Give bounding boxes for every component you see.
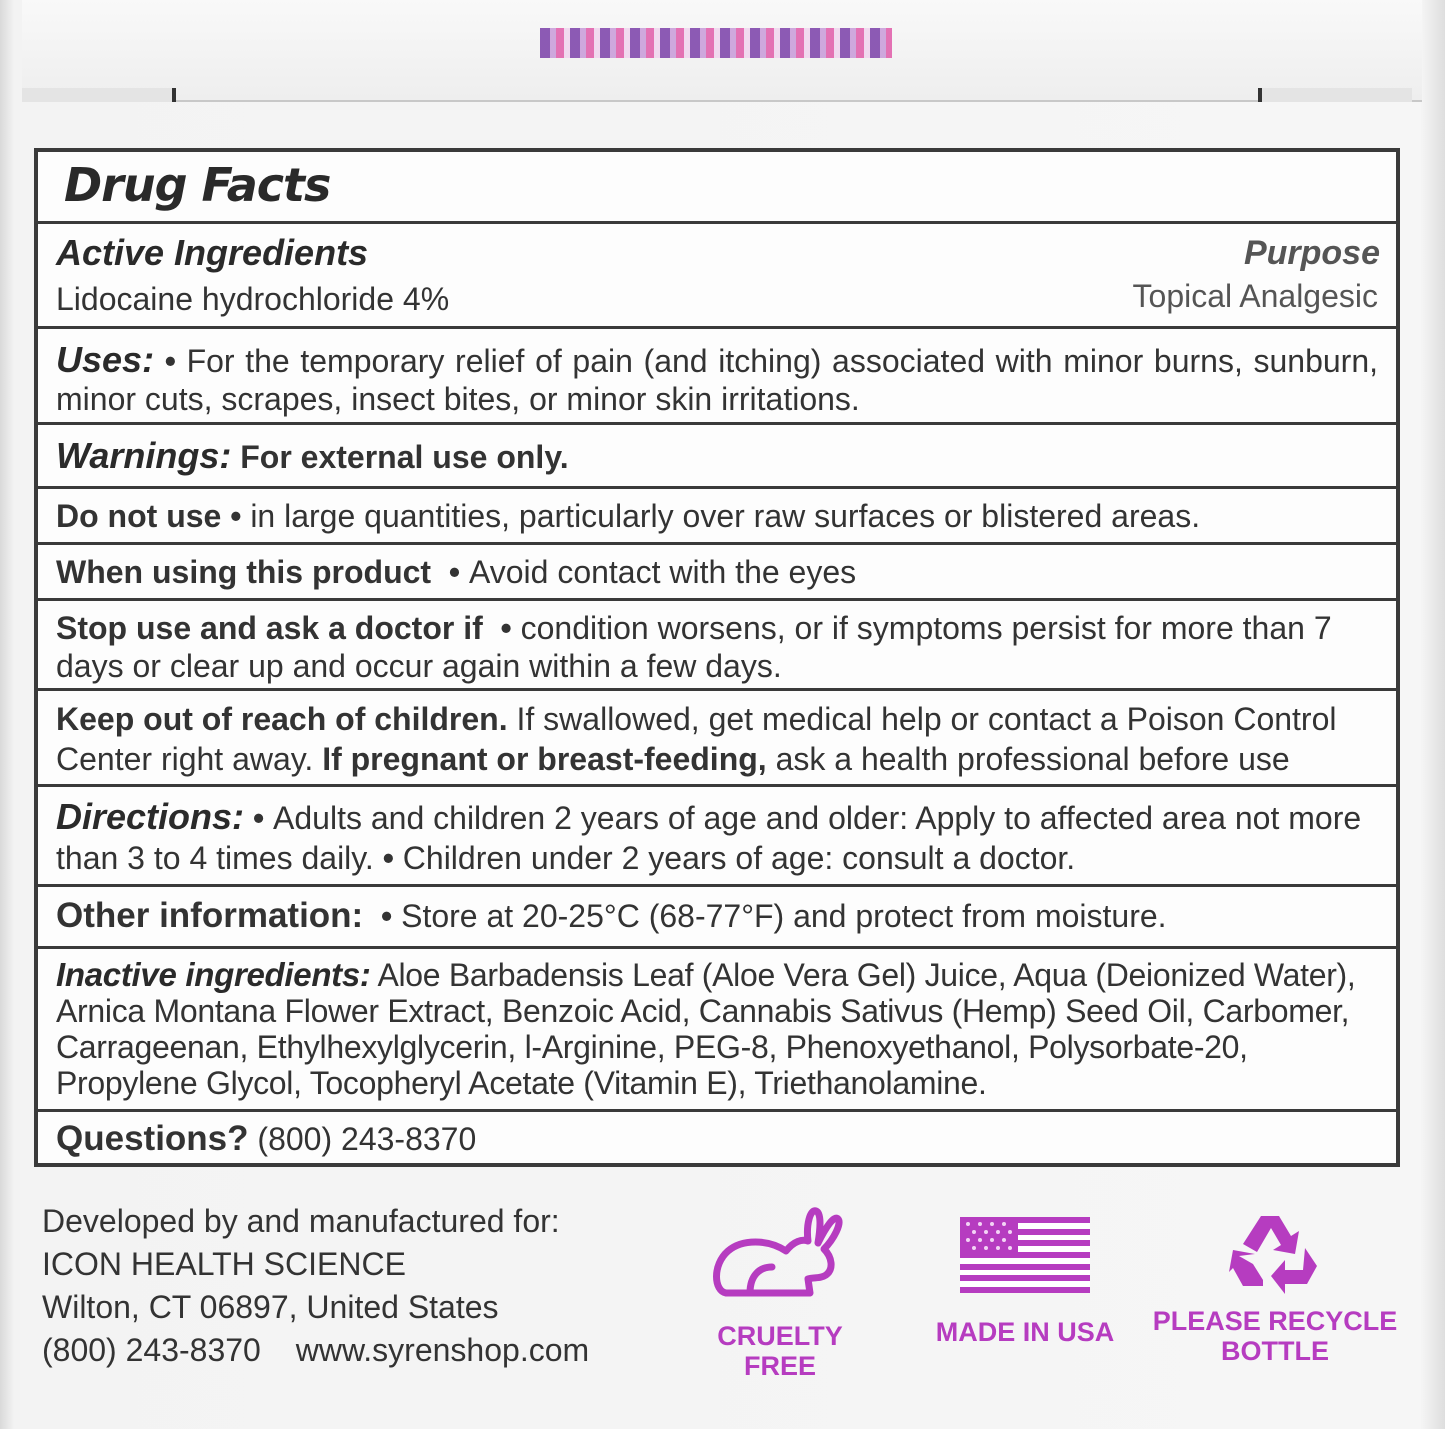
keep-out-heading: Keep out of reach of children. [56,701,508,737]
when-using-heading: When using this product [56,554,432,590]
pregnant-warning: If pregnant or breast-feeding, [322,741,767,777]
cruelty-free-badge [680,1205,880,1381]
manufacturer-phone: (800) 243-8370 [42,1332,261,1368]
purpose-value: Topical Analgesic [1132,278,1378,314]
when-using-section: When using this product • Avoid contact with the eyes [38,545,1396,601]
recycle-icon [1227,1210,1323,1296]
do-not-use-section: Do not use • in large quantities, particularly over raw surfaces or blistered areas. [38,489,1396,545]
stop-use-text: condition worsens, or if symptoms persist for more than 7 days or clear up and occur again within a few days. [56,610,1332,684]
warnings-heading: Warnings: [56,435,232,476]
recycle-label-line-2: BOTTLE [1221,1336,1329,1366]
drug-facts-panel [34,148,1400,1167]
manufacturer-address: Wilton, CT 06897, United States [42,1289,499,1325]
us-flag-icon [960,1217,1090,1293]
questions-section [38,1112,1396,1164]
rabbit-icon [710,1205,850,1303]
do-not-use-heading: Do not use [56,498,222,534]
warnings-section [38,425,1396,489]
other-info-section: Other information: • Store at 20-25°C (68-77°F) and protect from moisture. [38,887,1396,949]
made-in-usa-badge [925,1217,1125,1347]
stop-use-section: Stop use and ask a doctor if • condition worsens, or if symptoms persist for more than 7 days or clear up and occur again within a few days. [38,601,1396,691]
warnings-text: For external use only. [240,439,569,475]
recycle-badge [1150,1210,1400,1366]
cruelty-free-label: CRUELTY FREE [717,1321,843,1381]
uses-text: For the temporary relief of pain (and itching) associated with minor burns, sunburn, minor cuts, scrapes, insect bites, or minor skin irritations. [56,343,1379,417]
directions-section: Directions: • Adults and children 2 years of age and older: Apply to affected area not more than 3 to 4 times daily. • Children under 2 years of age: consult a doctor. [38,787,1396,887]
manufacturer-website[interactable]: www.syrenshop.com [295,1332,590,1368]
manufacturer-name: ICON HEALTH SCIENCE [42,1246,406,1282]
active-ingredients-section [38,224,1396,329]
uses-section: Uses: • For the temporary relief of pain (and itching) associated with minor burns, sunburn, minor cuts, scrapes, insect bites, or minor skin irritations. [38,329,1396,425]
decorative-pattern [540,28,892,58]
inactive-ingredients-text: Aloe Barbadensis Leaf (Aloe Vera Gel) Juice, Aqua (Deionized Water), Arnica Montana Flower Extract, Benzoic Acid, Cannabis Sativus (Hemp) Seed Oil, Carbomer, Carrageenan, Ethylhexylglycerin, l-Arginine, PEG-8, Phenoxyethanol, Polysorbate-20, Propylene Glycol, Tocopheryl Acetate (Vitamin E), Triethanolamine. [56,957,1356,1101]
do-not-use-text: in large quantities, particularly over raw surfaces or blistered areas. [250,498,1201,534]
purpose-heading: Purpose [1243,234,1380,272]
lid-tab-right [1258,88,1412,102]
recycle-label-line-1: PLEASE RECYCLE [1152,1306,1398,1336]
keep-out-section [38,691,1396,787]
directions-item-1: Adults and children 2 years of age and older: Apply to affected area not more than 3 to 4 times daily. [56,800,1362,876]
when-using-text: Avoid contact with the eyes [468,554,857,590]
pregnant-text: ask a health professional before use [775,741,1290,777]
stop-use-heading: Stop use and ask a doctor if [56,610,483,646]
drug-facts-header [38,152,1396,224]
made-in-usa-label: MADE IN USA [935,1317,1115,1347]
keep-out-text: If swallowed, get medical help or contact a Poison Control Center right away. [56,701,1337,777]
other-info-heading: Other information: [56,896,364,935]
manufacturer-info [42,1200,589,1372]
directions-heading: Directions: [56,796,245,837]
active-ingredient-value: Lidocaine hydrochloride 4% [56,281,450,317]
questions-heading: Questions? [56,1119,249,1158]
drug-facts-title: Drug Facts [64,158,331,212]
uses-heading: Uses: [56,339,155,380]
lid-tab-left [22,88,176,102]
manufacturer-line-1: Developed by and manufactured for: [42,1203,560,1239]
questions-phone: (800) 243-8370 [257,1121,477,1157]
inactive-ingredients-heading: Inactive ingredients: [56,956,371,993]
active-ingredients-heading: Active Ingredients [56,232,369,273]
other-info-text: Store at 20-25°C (68-77°F) and protect from moisture. [401,898,1167,934]
inactive-ingredients-section [38,949,1396,1112]
directions-item-2: Children under 2 years of age: consult a doctor. [402,840,1076,876]
